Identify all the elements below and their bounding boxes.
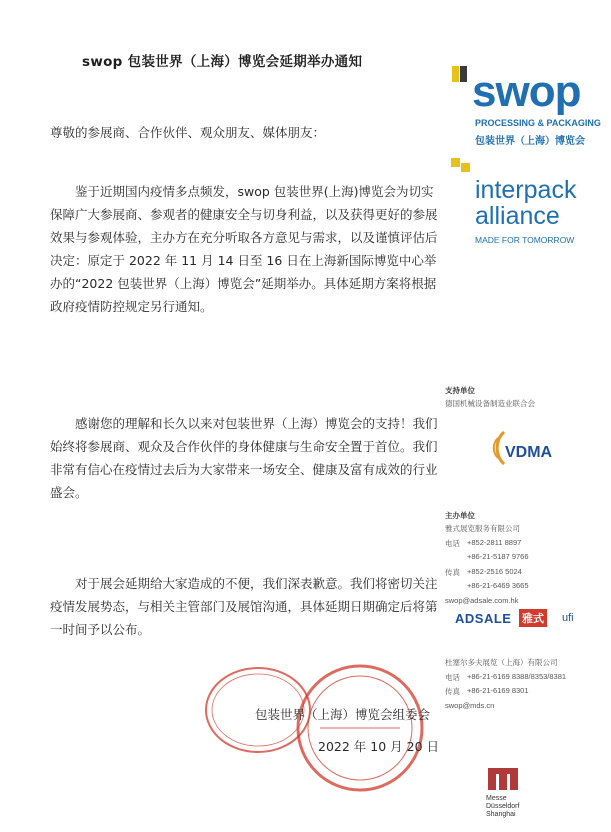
ufi-logo: ufi [562, 612, 574, 624]
organizer2-email: swop@mds.cn [445, 701, 495, 710]
messe-dusseldorf-logo-text [486, 795, 519, 819]
organizer1-fax-2: +86-21-6469 3665 [467, 581, 529, 590]
vdma-arc-icon [478, 428, 508, 468]
organizer2-name: 杜塞尔多夫展览（上海）有限公司 [445, 658, 558, 667]
paragraph-thanks: 感谢您的理解和长久以来对包装世界（上海）博览会的支持！我们始终将参展商、观众及合作伙伴的身体健康与生命安全置于首位。我们非常有信心在疫情过去后为大家带来一场安全、健康及富有成效的行业盛会。 [50, 416, 438, 500]
interpack-mark-icon [450, 157, 472, 179]
vdma-logo: VDMA [505, 444, 553, 461]
support-name: 德国机械设备制造业联合会 [445, 399, 535, 408]
organizer2-tel: +86-21-6169 8388/8353/8381 [467, 672, 567, 681]
interpack-logo-line1: interpack [475, 176, 577, 204]
organizer-label: 主办单位 [445, 511, 475, 520]
organizer1-tel-2: +86-21-5187 9766 [467, 552, 529, 561]
messe-logo-line2: Düsseldorf [486, 803, 520, 810]
organizer2-fax-label: 传真 [445, 687, 460, 696]
messe-logo-line1: Messe [486, 795, 507, 802]
support-label: 支持单位 [445, 386, 475, 395]
organizer1-tel-1: +852-2811 8897 [467, 538, 522, 547]
adsale-logo-cn: 雅式 [519, 609, 547, 627]
swop-logo-cn: 包装世界（上海）博览会 [475, 136, 585, 147]
swop-mark-icon [450, 62, 470, 86]
swop-logo-subtitle: PROCESSING & PACKAGING [475, 118, 601, 128]
signature: 包装世界（上海）博览会组委会 [255, 707, 431, 722]
interpack-logo-line2: alliance [475, 202, 560, 230]
paragraph-apology: 对于展会延期给大家造成的不便，我们深表歉意。我们将密切关注疫情发展势态，与相关主管部门及展馆沟通，具体延期日期确定后将第一时间予以公布。 [50, 576, 438, 637]
messe-dusseldorf-icon [486, 764, 522, 792]
swop-logo: swop [472, 67, 581, 116]
notice-title: swop 包装世界（上海）博览会延期举办通知 [82, 54, 363, 70]
organizer2-tel-label: 电话 [445, 673, 460, 682]
paragraph-postponement: 鉴于近期国内疫情多点频发，swop 包装世界(上海)博览会为切实保障广大参展商、参观者的健康安全与切身利益，以及获得更好的参展效果与参观体验，主办方在充分听取各方意见与需求，以及谨慎评估后决定：原定于 2022 年 11 月 14 日至 16 日在上海新国际博览中心举办的“2022 包装世界（上海）博览会”延期举办。具体延期方案将根据政府疫情防控规定另行通知。 [50, 184, 438, 314]
notice-date: 2022 年 10 月 20 日 [318, 739, 439, 754]
greeting: 尊敬的参展商、合作伙伴、观众朋友、媒体朋友： [50, 125, 326, 140]
messe-seal [298, 666, 422, 790]
organizer2-fax: +86-21-6169 8301 [467, 686, 529, 695]
organizer1-name: 雅式展览服务有限公司 [445, 524, 520, 533]
messe-logo-line3: Shanghai [486, 811, 516, 818]
organizer1-fax-label: 传真 [445, 568, 460, 577]
adsale-logo: ADSALE [455, 611, 512, 626]
organizer1-fax-1: +852-2516 5024 [467, 567, 522, 576]
organizer1-tel-label: 电话 [445, 539, 460, 548]
organizer1-email: swop@adsale.com.hk [445, 596, 519, 605]
interpack-tagline: MADE FOR TOMORROW [475, 235, 575, 245]
